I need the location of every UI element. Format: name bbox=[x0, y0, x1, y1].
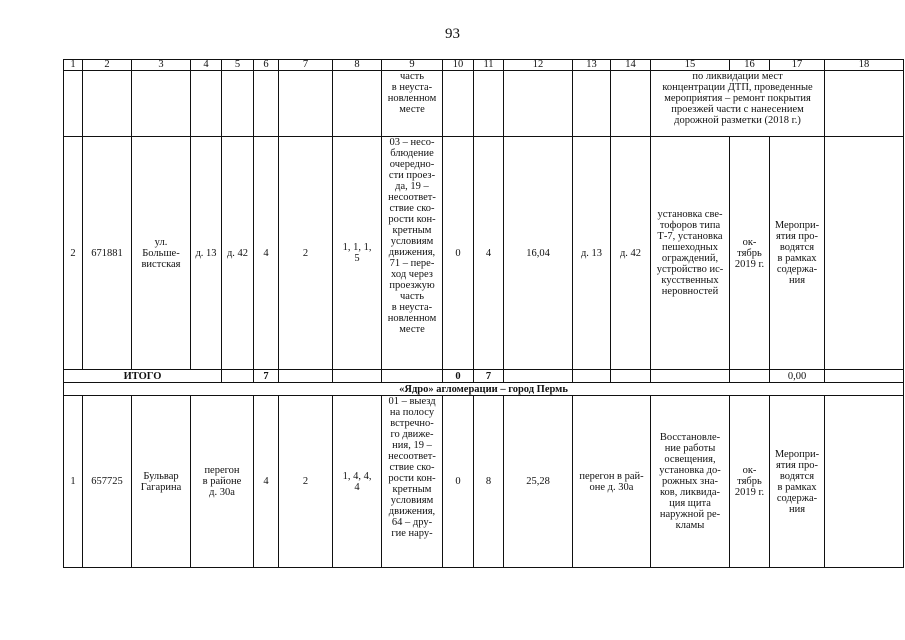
value-col7: 2 bbox=[279, 137, 333, 370]
street-name: ул. Больше- вистская bbox=[132, 137, 191, 370]
col-number: 16 bbox=[730, 60, 770, 71]
notes-cell bbox=[825, 137, 904, 370]
value-col14: д. 42 bbox=[611, 137, 651, 370]
value-col12: 25,28 bbox=[504, 396, 573, 568]
total-accidents: 7 bbox=[254, 370, 279, 383]
site-id: 657725 bbox=[83, 396, 132, 568]
section-row bbox=[64, 383, 904, 396]
measures-cell: установка све- тофоров типа Т-7, установка пешеходных ограждений, устройство ис- кусственных неровностей bbox=[651, 137, 730, 370]
total-funding: 0,00 bbox=[770, 370, 825, 383]
notes-cell bbox=[825, 396, 904, 568]
violation-cell: 01 – выезд на полосу встречно- го движе- ния, 19 – несоответ- ствие ско- рости кон- кретным условиям движения, 64 – дру- гие нару- bbox=[382, 396, 443, 568]
deadline-cell: ок- тябрь 2019 г. bbox=[730, 396, 770, 568]
site-location-2: перегон в рай- оне д. 30а bbox=[573, 396, 651, 568]
value-col8: 1, 4, 4, 4 bbox=[333, 396, 382, 568]
col-number: 13 bbox=[573, 60, 611, 71]
measures-cell: Восстановле- ние работы освещения, установка до- рожных зна- ков, ликвида- ция щита наружной ре- кламы bbox=[651, 396, 730, 568]
total-injured: 7 bbox=[474, 370, 504, 383]
value-col8: 1, 1, 1, 5 bbox=[333, 137, 382, 370]
col-number: 11 bbox=[474, 60, 504, 71]
value-col13: д. 13 bbox=[573, 137, 611, 370]
accidents-count: 4 bbox=[254, 396, 279, 568]
injured-count: 4 bbox=[474, 137, 504, 370]
site-id: 671881 bbox=[83, 137, 132, 370]
col-number: 4 bbox=[191, 60, 222, 71]
total-killed: 0 bbox=[443, 370, 474, 383]
column-number-row bbox=[64, 60, 904, 71]
row-index: 1 bbox=[64, 396, 83, 568]
col-number: 9 bbox=[382, 60, 443, 71]
col-number: 10 bbox=[443, 60, 474, 71]
killed-count: 0 bbox=[443, 137, 474, 370]
value-col12: 16,04 bbox=[504, 137, 573, 370]
col-number: 14 bbox=[611, 60, 651, 71]
violation-cell: 03 – несо- блюдение очередно- сти проез- да, 19 – несоответ- ствие ско- рости кон- кретным условиям движения, 71 – пере- ход через проезжую часть в неуста- новленном месте bbox=[382, 137, 443, 370]
col-number: 2 bbox=[83, 60, 132, 71]
col-number: 3 bbox=[132, 60, 191, 71]
page-number: 93 bbox=[445, 26, 460, 42]
site-location: перегон в районе д. 30а bbox=[191, 396, 254, 568]
accidents-count: 4 bbox=[254, 137, 279, 370]
deadline-cell: ок- тябрь 2019 г. bbox=[730, 137, 770, 370]
col-number: 1 bbox=[64, 60, 83, 71]
table-row bbox=[64, 137, 904, 370]
range-start: д. 13 bbox=[191, 137, 222, 370]
continuation-row bbox=[64, 71, 904, 137]
col-number: 6 bbox=[254, 60, 279, 71]
col-number: 15 bbox=[651, 60, 730, 71]
col-number: 12 bbox=[504, 60, 573, 71]
injured-count: 8 bbox=[474, 396, 504, 568]
measures-cell: по ликвидации мест концентрации ДТП, проведенные мероприятия – ремонт покрытия проезжей части с нанесением дорожной разметки (2018 г.) bbox=[651, 71, 825, 137]
col-number: 17 bbox=[770, 60, 825, 71]
section-title: «Ядро» агломерации – город Пермь bbox=[64, 383, 904, 396]
table-row bbox=[64, 396, 904, 568]
col-number: 18 bbox=[825, 60, 904, 71]
range-end: д. 42 bbox=[222, 137, 254, 370]
funding-cell: Меропри- ятия про- водятся в рамках содержа- ния bbox=[770, 137, 825, 370]
street-name: Бульвар Гагарина bbox=[132, 396, 191, 568]
violation-cell: часть в неуста- новленном месте bbox=[382, 71, 443, 137]
row-index: 2 bbox=[64, 137, 83, 370]
accident-sites-table bbox=[63, 59, 904, 568]
total-label: ИТОГО bbox=[64, 370, 222, 383]
col-number: 5 bbox=[222, 60, 254, 71]
funding-cell: Меропри- ятия про- водятся в рамках содержа- ния bbox=[770, 396, 825, 568]
killed-count: 0 bbox=[443, 396, 474, 568]
col-number: 8 bbox=[333, 60, 382, 71]
total-row bbox=[64, 370, 904, 383]
col-number: 7 bbox=[279, 60, 333, 71]
value-col7: 2 bbox=[279, 396, 333, 568]
